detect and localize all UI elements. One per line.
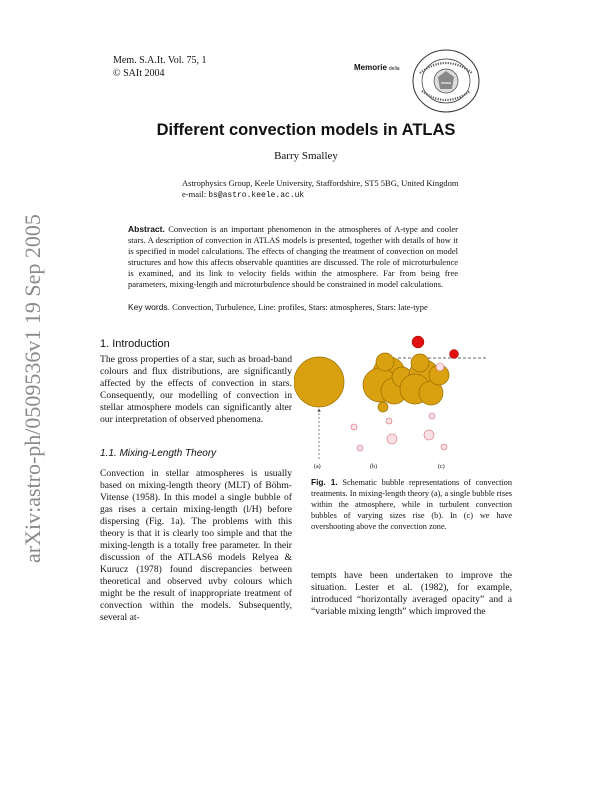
panel-c bbox=[398, 336, 486, 450]
abstract bbox=[128, 224, 458, 290]
panel-label-b: (b) bbox=[370, 464, 377, 470]
society-seal-logo bbox=[410, 47, 482, 115]
introduction-paragraph: The gross properties of a star, such as broad-band colours and flux distributions, are significantly affected by the effects of convection in stars. Consequently, our modelling of convection in stellar atmosphere models can significantly alter our interpretation of observed phenomena. bbox=[100, 354, 292, 425]
journal-brand-name: Memorie bbox=[354, 63, 387, 72]
mlt-paragraph-continued: tempts have been undertaken to improve the situation. Lester et al. (1982), for example, introduced “horizontally averaged opacity” and a “variable mixing length” which improved the bbox=[311, 570, 512, 617]
mlt-paragraph: Convection in stellar atmospheres is usually based on mixing-length theory (MLT) of Böhm-Vitense (1958). In this model a single bubble of gas rises a certain mixing-length (l/H) before dispersing (Fig. 1a). The problems with this theory is that it is clearly too simple and that the mixing-length is a totally free parameter. In their discussion of the ATLAS6 models Relyea & Kurucz (1978) found discrepancies between theoretical and observed uvby colours which might be the result of inappropriate treatment of convection within the models. Subsequently, several at- bbox=[100, 468, 292, 623]
figure-caption bbox=[311, 477, 512, 532]
arxiv-identifier-text: arXiv:astro-ph/0509536v1 19 Sep 2005 bbox=[20, 214, 45, 563]
convection-bubbles-figure bbox=[294, 335, 516, 475]
panel-a bbox=[294, 357, 344, 459]
figure-caption-label: Fig. 1. bbox=[311, 477, 338, 487]
overshoot-bubble-large bbox=[412, 336, 424, 348]
affiliation-email-line bbox=[182, 189, 458, 201]
panel-label-c: (c) bbox=[438, 464, 445, 470]
email-address: bs@astro.keele.ac.uk bbox=[208, 191, 305, 200]
affiliation-address: Astrophysics Group, Keele University, Staffordshire, ST5 5BG, United Kingdom bbox=[182, 178, 459, 188]
keywords-label: Key words. bbox=[128, 302, 171, 312]
affiliation bbox=[182, 178, 458, 201]
journal-header bbox=[113, 54, 207, 80]
keywords bbox=[128, 302, 468, 312]
section-heading-introduction: 1. Introduction bbox=[100, 338, 170, 350]
paper-title: Different convection models in ATLAS bbox=[156, 121, 456, 139]
panel-b bbox=[351, 353, 412, 451]
journal-volume: Mem. S.A.It. Vol. 75, 1 bbox=[113, 55, 207, 66]
abstract-label: Abstract. bbox=[128, 224, 165, 234]
journal-brand-small: della bbox=[388, 66, 400, 72]
arxiv-identifier bbox=[10, 205, 50, 565]
email-label: e-mail: bbox=[182, 189, 209, 199]
author-name: Barry Smalley bbox=[274, 150, 338, 162]
mlt-bubble bbox=[294, 357, 344, 407]
abstract-text: Convection is an important phenomenon in the atmospheres of A-type and cooler stars. A description of convection in ATLAS models is presented, together with details of how it is specified in model calculations. The effects of changing the treatment of convection on model structures and how this affects observable quantities are discussed. The role of microturbulence is examined, and its link to velocity fields within the atmosphere. Far from being free parameters, mixing-length and microturbulence should be constrained in model calculations. bbox=[128, 224, 458, 289]
overshoot-bubble-small bbox=[450, 350, 459, 359]
journal-copyright: © SAIt 2004 bbox=[113, 68, 165, 79]
figure-caption-text: Schematic bubble representations of convection treatments. In mixing-length theory (a), a single bubble rises within the atmosphere, while in turbulent convection bubbles of varying sizes rise (b). In (c) we have overshooting above the convection zone. bbox=[311, 478, 512, 531]
keywords-text: Convection, Turbulence, Line: profiles, Stars: atmospheres, Stars: late-type bbox=[172, 302, 428, 312]
journal-brand bbox=[354, 63, 399, 72]
panel-label-a: (a) bbox=[314, 464, 321, 470]
subsection-heading-mlt: 1.1. Mixing-Length Theory bbox=[100, 448, 217, 459]
